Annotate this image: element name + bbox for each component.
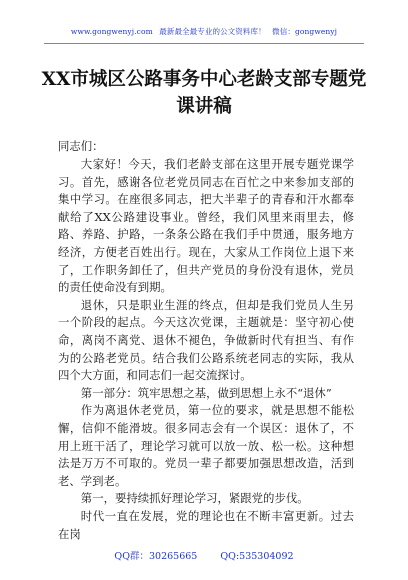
paragraph-opening: 大家好！今天，我们老龄支部在这里开展专题党课学习。首先，感谢各位老党员同志在百忙之中来参加支部的集中学习。在座很多同志，把大半辈子的青春和汗水都奉献给了XX公路建设事业。曾经，我们风里来雨里去，修路、养路、护路，一条条公路在我们手中贯通，服务地方经济，方便老百姓出行。现在，大家从工作岗位上退下来了，工作职务卸任了，但共产党员的身份没有退休，党员的责任使命没有到期。: [58, 157, 354, 295]
page-footer: [0, 548, 408, 562]
paragraph-continued: 时代一直在发展，党的理论也在不断丰富更新。过去在岗: [58, 508, 354, 541]
footer-qq: QQ:535304092: [220, 551, 294, 562]
footer-qq-group: QQ群：30265665: [114, 551, 198, 562]
header-site-url[interactable]: www.gongwenyj.com: [70, 27, 153, 36]
paragraph-theme: 退休，只是职业生涯的终点，但却是我们党员人生另一个阶段的起点。今天这次党课，主题就是：坚守初心使命，离岗不离党、退休不褪色，争做新时代有担当、有作为的公路老党员。结合我们公路系统老同志的实际，我从四个大方面，和同志们一起交流探讨。: [58, 297, 354, 383]
page-header: [0, 26, 408, 37]
subheading-1: 第一，要持续抓好理论学习，紧跟党的步伐。: [80, 491, 309, 506]
paragraph-section-1: 作为离退休老党员，第一位的要求，就是思想不能松懈，信仰不能滑坡。很多同志会有一个误区：退休了，不用上班干活了，理论学习就可以放一放、松一松。这种想法是万万不可取的。党员一辈子都要加强思想改造，活到老、学到老。: [58, 403, 354, 488]
header-divider: [44, 43, 364, 44]
title-line-1: XX市城区公路事务中心老龄支部专题党: [41, 69, 367, 90]
salutation: 同志们：: [58, 139, 104, 153]
header-tagline: 最新最全最专业的公文资料库！: [159, 27, 266, 36]
document-title: [20, 66, 388, 120]
title-line-2: 课讲稿: [176, 96, 232, 117]
section-heading-1: 第一部分：筑牢思想之基，做到思想上永不“退休”: [80, 385, 332, 400]
header-wechat: 微信：gongwenyj: [272, 27, 338, 36]
document-body: [58, 138, 354, 543]
